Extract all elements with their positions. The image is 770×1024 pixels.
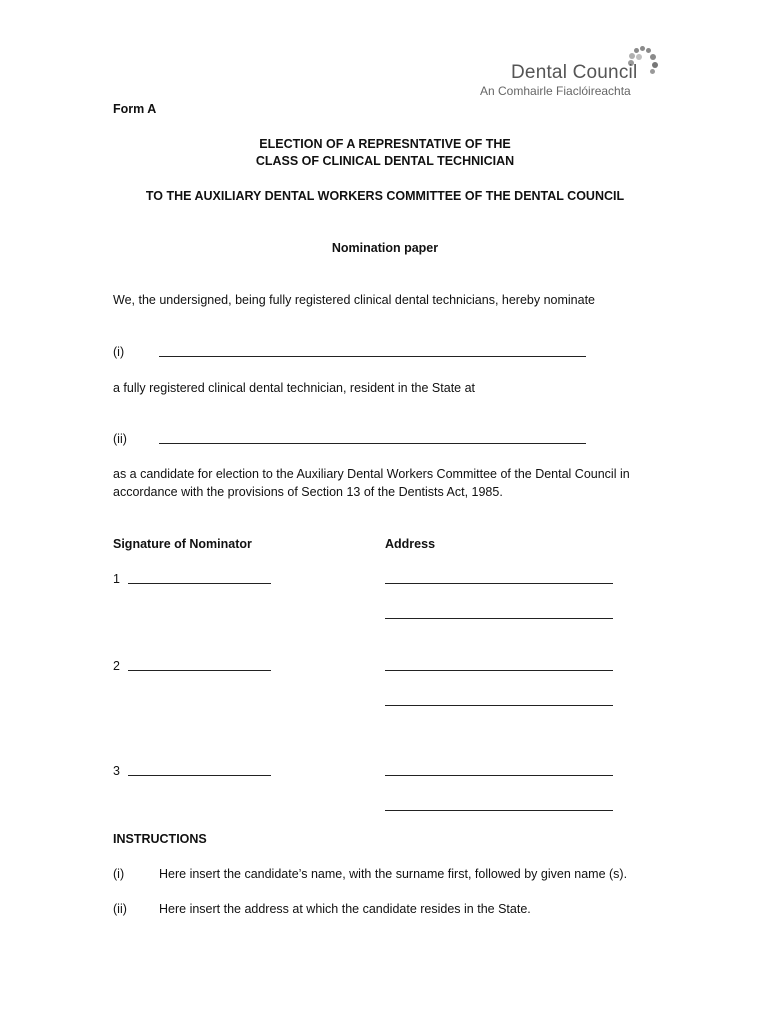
logo-name: Dental Council: [511, 62, 638, 83]
intro-text: We, the undersigned, being fully registered clinical dental technicians, hereby nominate: [113, 293, 596, 307]
address-column-header: Address: [385, 537, 436, 551]
field-ii-label: (ii): [113, 432, 127, 446]
nominator-address-line[interactable]: [385, 775, 613, 776]
candidate-address-line[interactable]: [159, 443, 586, 444]
nominator-number: 2: [113, 659, 120, 673]
nominator-address-line[interactable]: [385, 583, 613, 584]
field-i-label: (i): [113, 345, 125, 359]
nominator-address-line[interactable]: [385, 705, 613, 706]
logo-subtitle: An Comhairle Fiaclóireachta: [480, 84, 631, 98]
instruction-marker: (i): [113, 867, 125, 881]
candidate-text-line-2: accordance with the provisions of Section 13 of the Dentists Act, 1985.: [113, 485, 503, 499]
candidate-text-line-1: as a candidate for election to the Auxiliary Dental Workers Committee of the Dental Council in: [113, 467, 630, 481]
title-line-2: CLASS OF CLINICAL DENTAL TECHNICIAN: [255, 154, 515, 168]
nominator-signature-line[interactable]: [128, 583, 271, 584]
title-line-3: TO THE AUXILIARY DENTAL WORKERS COMMITTEE OF THE DENTAL COUNCIL: [145, 189, 625, 203]
instruction-text: Here insert the candidate’s name, with the surname first, followed by given name (s).: [159, 867, 628, 881]
instruction-text: Here insert the address at which the candidate resides in the State.: [159, 902, 531, 916]
nominator-signature-line[interactable]: [128, 670, 271, 671]
nominator-signature-line[interactable]: [128, 775, 271, 776]
instruction-marker: (ii): [113, 902, 127, 916]
nominator-address-line[interactable]: [385, 618, 613, 619]
form-label: Form A: [113, 102, 157, 116]
title-line-1: ELECTION OF A REPRESNTATIVE OF THE: [259, 137, 511, 151]
instructions-heading: INSTRUCTIONS: [113, 832, 207, 846]
page-subtitle: Nomination paper: [331, 241, 439, 255]
signature-column-header: Signature of Nominator: [113, 537, 252, 551]
candidate-name-line[interactable]: [159, 356, 586, 357]
resident-text: a fully registered clinical dental technician, resident in the State at: [113, 381, 476, 395]
nominator-address-line[interactable]: [385, 810, 613, 811]
nominator-address-line[interactable]: [385, 670, 613, 671]
dental-council-logo: [470, 44, 660, 100]
nominator-number: 1: [113, 572, 120, 586]
nominator-number: 3: [113, 764, 120, 778]
